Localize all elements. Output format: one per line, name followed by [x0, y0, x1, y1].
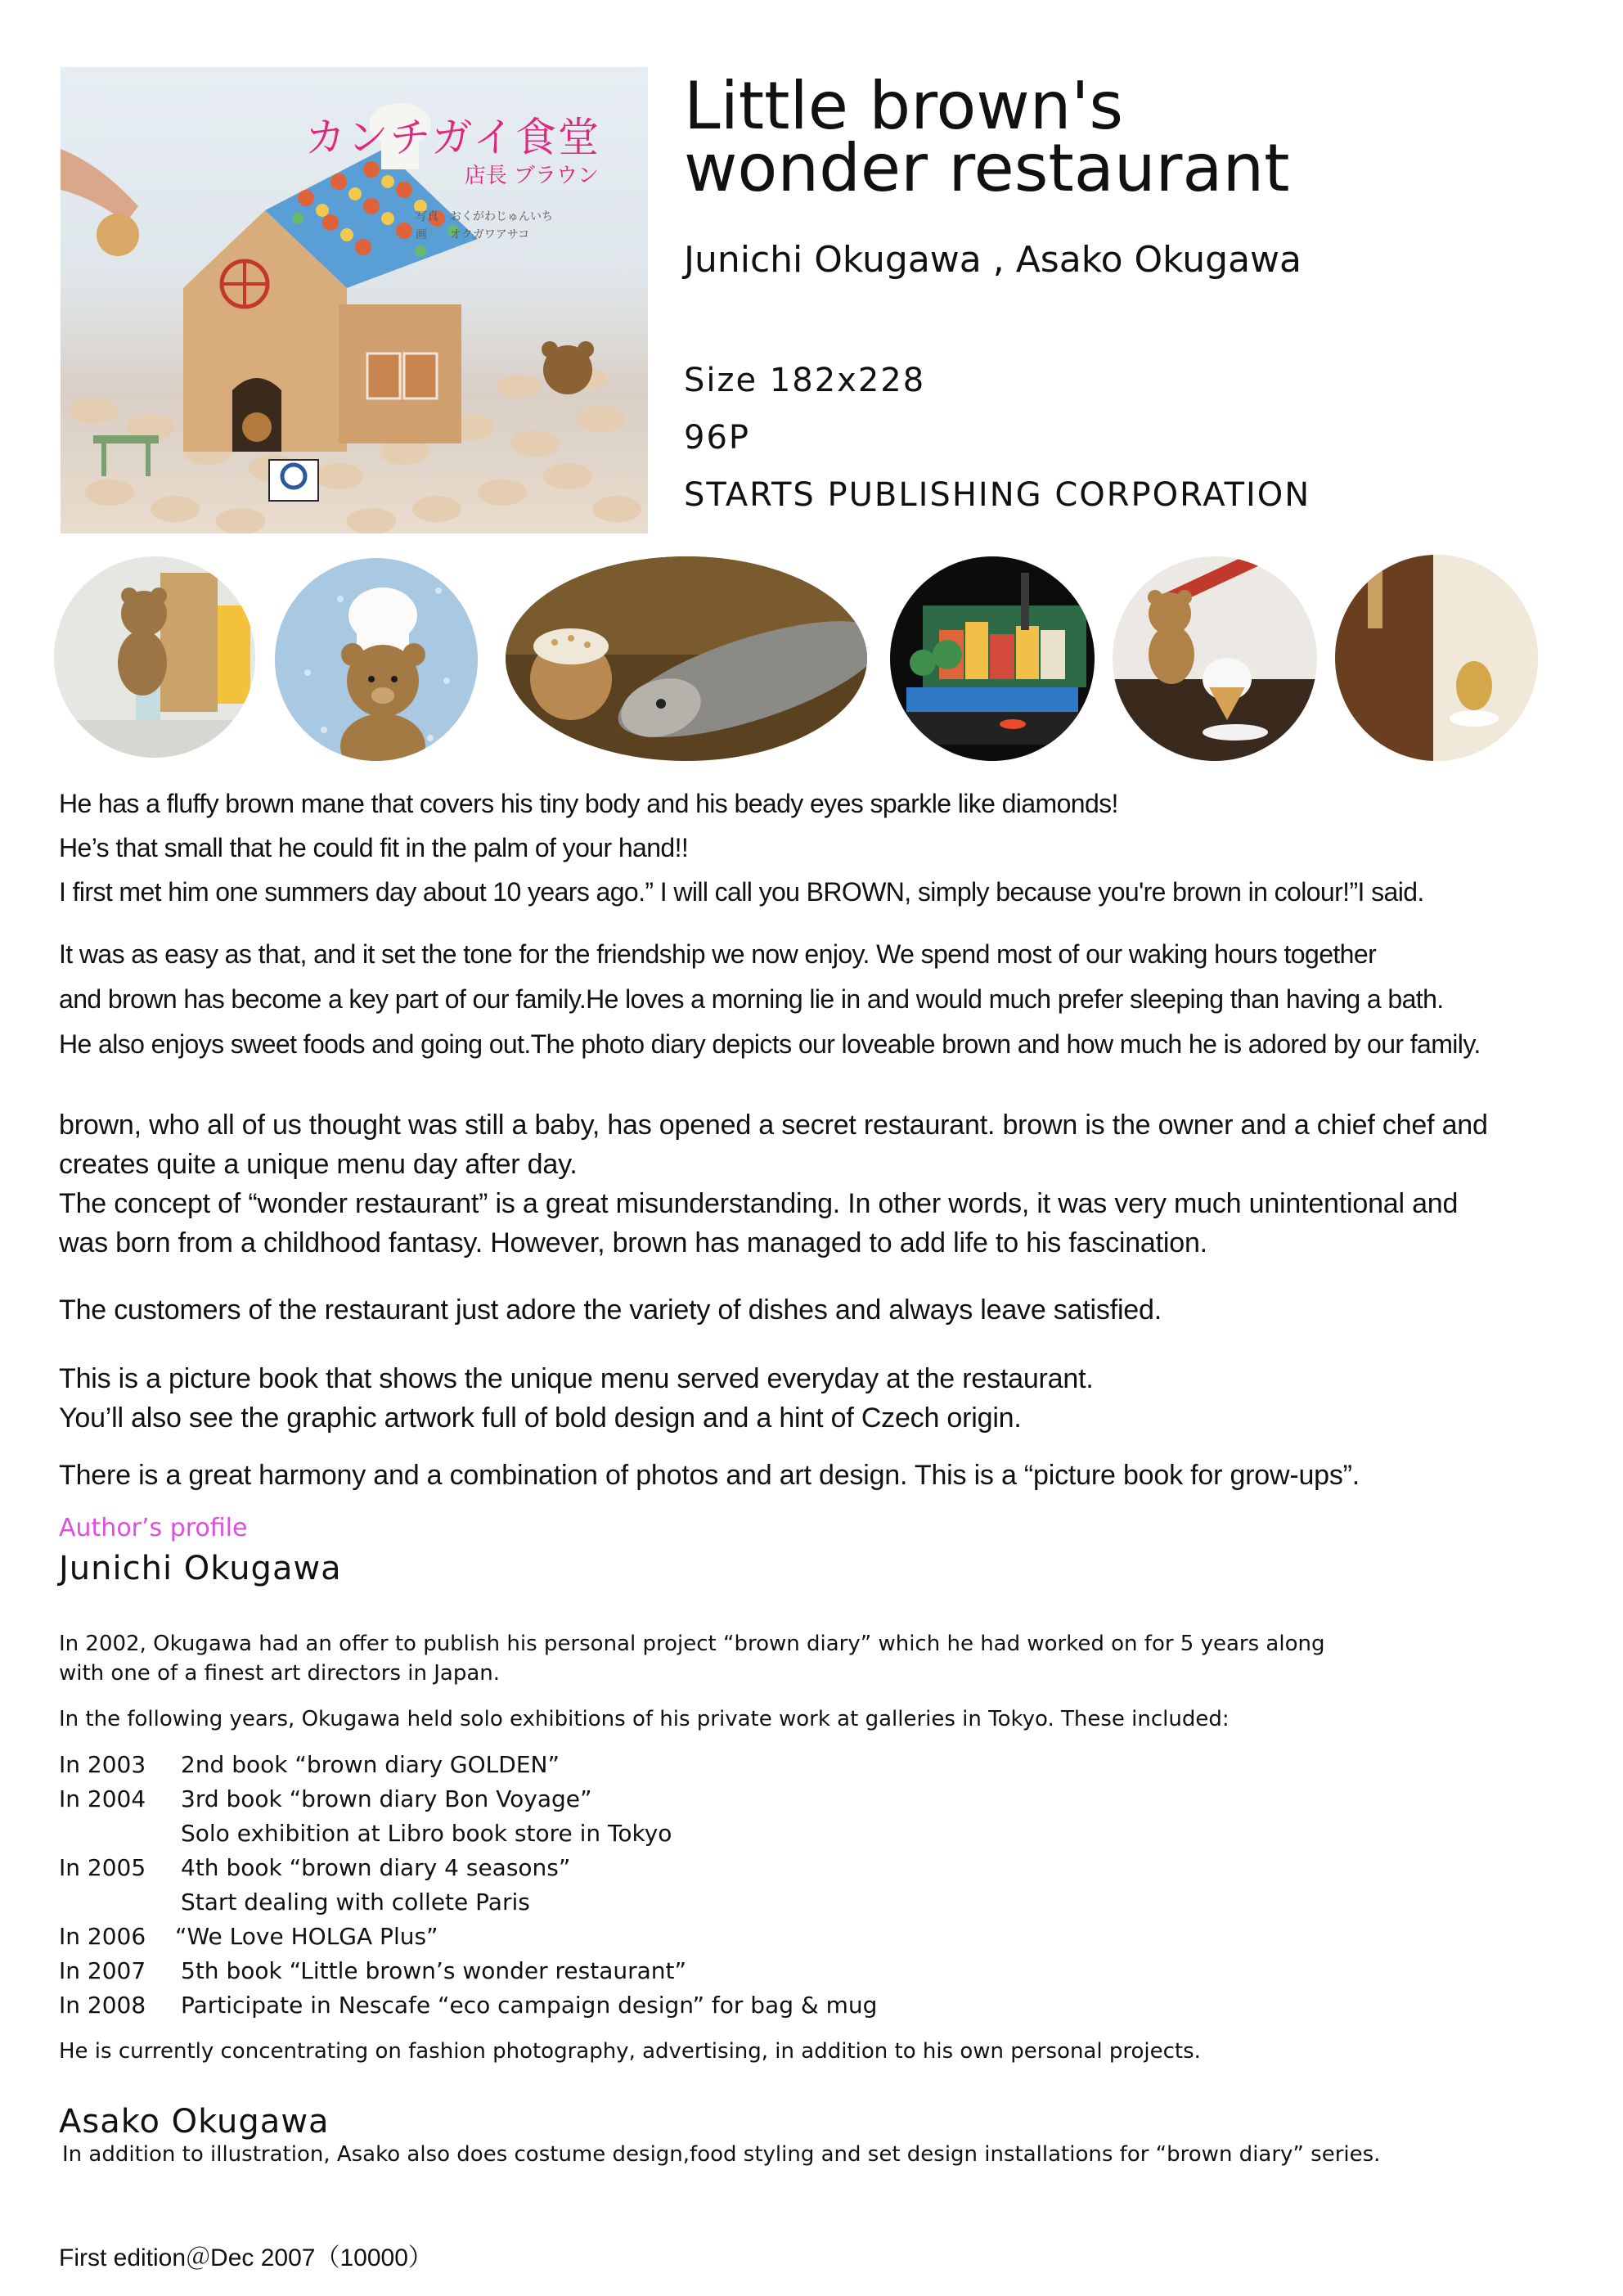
- book-cover-image: [61, 67, 648, 533]
- timeline-text: Start dealing with collete Paris: [181, 1889, 530, 1916]
- junichi-current-work: He is currently concentrating on fashion photography, advertising, in addition to his own personal projects.: [59, 2039, 1201, 2064]
- book-publisher: STARTS PUBLISHING CORPORATION: [684, 476, 1311, 514]
- bear-with-bottles-photo: [54, 556, 255, 758]
- description-line: He’s that small that he could fit in the palm of your hand!!: [59, 833, 689, 862]
- description-line: and brown has become a key part of our family.He loves a morning lie in and would much prefer sleeping than having a bath.: [59, 984, 1444, 1014]
- timeline-year: In 2007: [59, 1957, 146, 1984]
- book-title-line1: Little brown's: [684, 68, 1124, 144]
- timeline-year: In 2004: [59, 1785, 146, 1812]
- timeline-text: 4th book “brown diary 4 seasons”: [181, 1854, 571, 1881]
- book-authors: Junichi Okugawa , Asako Okugawa: [684, 239, 1302, 281]
- description-line: This is a picture book that shows the unique menu served everyday at the restaurant.: [59, 1363, 1094, 1394]
- timeline-year: In 2006: [59, 1923, 146, 1950]
- timeline-year: In 2005: [59, 1854, 146, 1881]
- description-line: The concept of “wonder restaurant” is a great misunderstanding. In other words, it was very much unintentional and: [59, 1188, 1459, 1219]
- timeline-text: 2nd book “brown diary GOLDEN”: [181, 1751, 560, 1778]
- timeline-year: In 2008: [59, 1992, 146, 2019]
- bear-with-fish-photo: [506, 556, 867, 761]
- town-illustration-photo: [890, 556, 1095, 761]
- description-line: He has a fluffy brown mane that covers his tiny body and his beady eyes sparkle like diamonds!: [59, 789, 1118, 818]
- timeline-text: Participate in Nescafe “eco campaign design” for bag & mug: [181, 1992, 878, 2019]
- timeline-text: Solo exhibition at Libro book store in Tokyo: [181, 1820, 672, 1847]
- description-line: There is a great harmony and a combination of photos and art design. This is a “picture book for grow-ups”.: [59, 1460, 1360, 1491]
- cover-credit-art: 画 オクガワアサコ: [416, 228, 530, 241]
- book-size: Size 182x228: [684, 362, 926, 399]
- timeline-text: 5th book “Little brown’s wonder restaurant”: [181, 1957, 686, 1984]
- timeline-text: “We Love HOLGA Plus”: [175, 1923, 438, 1950]
- book-title-line2: wonder restaurant: [684, 130, 1290, 206]
- cover-credit-photo: 写真 おくがわじゅんいち: [416, 210, 553, 223]
- cover-subtitle: 店長 ブラウン: [464, 164, 599, 188]
- book-pages: 96P: [684, 419, 751, 457]
- junichi-name: Junichi Okugawa: [59, 1550, 342, 1587]
- junichi-intro-line2: with one of a finest art directors in Japan.: [59, 1661, 501, 1686]
- author-profile-label: Author’s profile: [59, 1514, 248, 1542]
- bear-ice-cream-photo: [1113, 556, 1317, 761]
- bear-chef-hat-photo: [275, 558, 478, 761]
- asako-text: In addition to illustration, Asako also does costume design,food styling and set design installations for “brown diary” series.: [62, 2142, 1381, 2167]
- timeline-text: 3rd book “brown diary Bon Voyage”: [181, 1785, 592, 1812]
- description-line: It was as easy as that, and it set the tone for the friendship we now enjoy. We spend most of our waking hours together: [59, 939, 1377, 969]
- description-line: He also enjoys sweet foods and going out.The photo diary depicts our loveable brown and how much he is adored by our family.: [59, 1029, 1481, 1059]
- book-title: [684, 68, 1584, 206]
- description-line: You’ll also see the graphic artwork full of bold design and a hint of Czech origin.: [59, 1402, 1022, 1434]
- asako-name: Asako Okugawa: [59, 2103, 330, 2141]
- cover-title: カンチガイ食堂: [304, 114, 600, 161]
- description-line: was born from a childhood fantasy. However, brown has managed to add life to his fascination.: [59, 1227, 1207, 1258]
- junichi-intro-line1: In 2002, Okugawa had an offer to publish his personal project “brown diary” which he had worked on for 5 years along: [59, 1632, 1325, 1656]
- description-line: The customers of the restaurant just adore the variety of dishes and always leave satisfied.: [59, 1294, 1162, 1326]
- bear-door-photo: [1335, 555, 1538, 761]
- junichi-exhibitions: In the following years, Okugawa held solo exhibitions of his private work at galleries in Tokyo. These included:: [59, 1707, 1230, 1731]
- description-line: creates quite a unique menu day after day.: [59, 1149, 578, 1180]
- description-line: brown, who all of us thought was still a baby, has opened a secret restaurant. brown is the owner and a chief chef and: [59, 1110, 1488, 1141]
- description-line: I first met him one summers day about 10 years ago.” I will call you BROWN, simply because you're brown in colour!”I said.: [59, 877, 1424, 907]
- timeline-year: In 2003: [59, 1751, 146, 1778]
- edition-note: First edition＠Dec 2007（10000）: [59, 2244, 433, 2271]
